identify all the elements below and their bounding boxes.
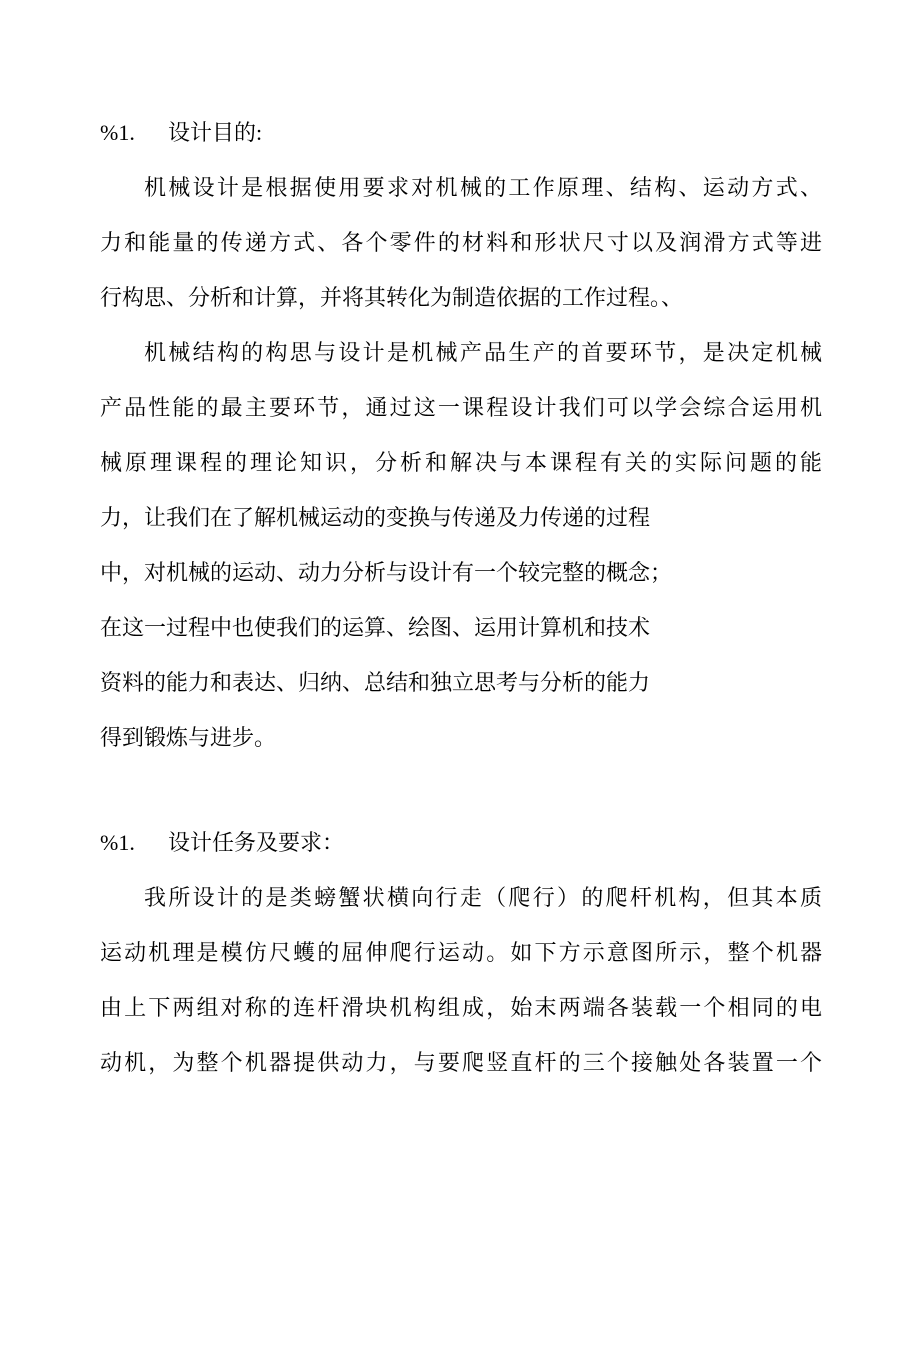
paragraph-line: 力，让我们在了解机械运动的变换与传递及力传递的过程 [100, 505, 651, 530]
section1-paragraph2 [100, 325, 822, 765]
paragraph-line: 在这一过程中也使我们的运算、绘图、运用计算机和技术 [100, 615, 651, 640]
paragraph-line: 资料的能力和表达、归纳、总结和独立思考与分析的能力 [100, 670, 651, 695]
paragraph-line: 动机，为整个机器提供动力，与要爬竖直杆的三个接触处各装置一个 [100, 1050, 822, 1075]
paragraph-line: 运动机理是模仿尺蠖的屈伸爬行运动。如下方示意图所示，整个机器 [100, 940, 822, 965]
paragraph-line: 力和能量的传递方式、各个零件的材料和形状尺寸以及润滑方式等进 [100, 230, 822, 255]
paragraph-line: 中，对机械的运动、动力分析与设计有一个较完整的概念； [100, 560, 673, 585]
section1-heading-numbering: %1. [100, 120, 135, 145]
section2-paragraph1 [100, 870, 822, 1090]
paragraph-line: 机械设计是根据使用要求对机械的工作原理、结构、运动方式、 [144, 175, 822, 200]
section2-heading [100, 815, 822, 870]
section2-heading-numbering: %1. [100, 830, 135, 855]
section1-paragraph1 [100, 160, 822, 325]
section-gap [100, 765, 822, 815]
paragraph-line: 机械结构的构思与设计是机械产品生产的首要环节，是决定机械 [144, 340, 822, 365]
paragraph-line: 得到锻炼与进步。 [100, 725, 277, 750]
section2-heading-title: 设计任务及要求： [168, 830, 345, 855]
paragraph-line: 械原理课程的理论知识，分析和解决与本课程有关的实际问题的能 [100, 450, 822, 475]
section1-heading [100, 105, 822, 160]
paragraph-line: 行构思、分析和计算，并将其转化为制造依据的工作过程。、 [100, 285, 684, 310]
paragraph-line: 产品性能的最主要环节，通过这一课程设计我们可以学会综合运用机 [100, 395, 822, 420]
paragraph-line: 由上下两组对称的连杆滑块机构组成，始末两端各装载一个相同的电 [100, 995, 822, 1020]
section1-heading-title: 设计目的: [168, 120, 263, 145]
paragraph-line: 我所设计的是类螃蟹状横向行走（爬行）的爬杆机构，但其本质 [144, 885, 822, 910]
